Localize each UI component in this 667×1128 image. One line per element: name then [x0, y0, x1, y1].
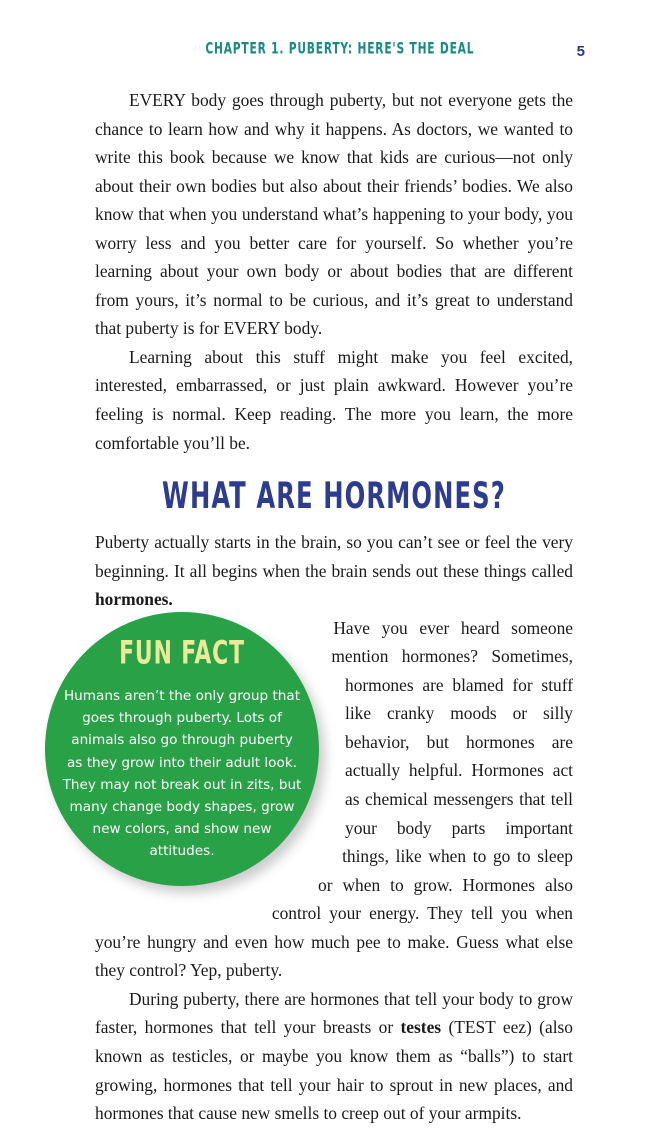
- paragraph-during-puberty-text-2: (TEST eez) (also known as testicles, or maybe you know them as “balls”) to start growing, hormones that tell your hair to sprout in new places, and hormones that cause new smells to creep out of your armpits.: [95, 1017, 573, 1124]
- term-testes: testes: [400, 1017, 442, 1038]
- paragraph-intro: EVERY body goes through puberty, but not everyone gets the chance to learn how and why it happens. As doctors, we wanted to write this book because we know that kids are curious—not only about their own bodies but also about their friends’ bodies. We also know that when you understand what’s happening to your body, you worry less and you better care for yourself. So whether you’re learning about your own body or about bodies that are different from yours, it’s normal to be curious, and it’s great to understand that puberty is for EVERY body.: [95, 90, 573, 339]
- paragraph-hormones-explained-text: Have you ever heard someone mention hormones? Sometimes, hormones are blamed for stuff like cranky moods or silly behavior, but hormones are actually helpful. Hormones act as chemical messengers that tell your body parts important things, like when to go to sleep or when to grow. Hormones also control your energy. They tell you when you’re hungry and even how much pee to make. Guess what else they control? Yep, puberty.: [95, 617, 573, 981]
- paragraph-during-puberty-text-1: During puberty, there are hormones that tell your body to grow faster, hormones that tell your breasts or: [95, 988, 573, 1038]
- running-header: [95, 39, 585, 66]
- paragraph-brain-start: [95, 528, 573, 614]
- fun-fact-text: Humans aren’t the only group that goes through puberty. Lots of animals also go through puberty as they grow into their adult look. They may not break out in zits, but many change body shapes, grow new colors, and show new attitudes.: [62, 688, 302, 860]
- text-column: [95, 86, 573, 1128]
- fun-fact-title: FUN FACT: [119, 634, 245, 673]
- page-number: 5: [576, 43, 585, 60]
- term-hormones: hormones.: [95, 589, 173, 610]
- section-heading-what-are-hormones: WHAT ARE HORMONES?: [162, 475, 506, 518]
- paragraph-feelings: Learning about this stuff might make you feel excited, interested, embarrassed, or just plain awkward. However you’re feeling is normal. Keep reading. The more you learn, the more comfortable you’ll be.: [95, 346, 573, 453]
- paragraph-brain-start-text: Puberty actually starts in the brain, so you can’t see or feel the very beginning. It all begins when the brain sends out these things called: [95, 532, 573, 581]
- fun-fact-callout: [45, 612, 319, 886]
- chapter-title: CHAPTER 1. PUBERTY: HERE'S THE DEAL: [205, 39, 475, 58]
- paragraph-during-puberty: [95, 985, 573, 1128]
